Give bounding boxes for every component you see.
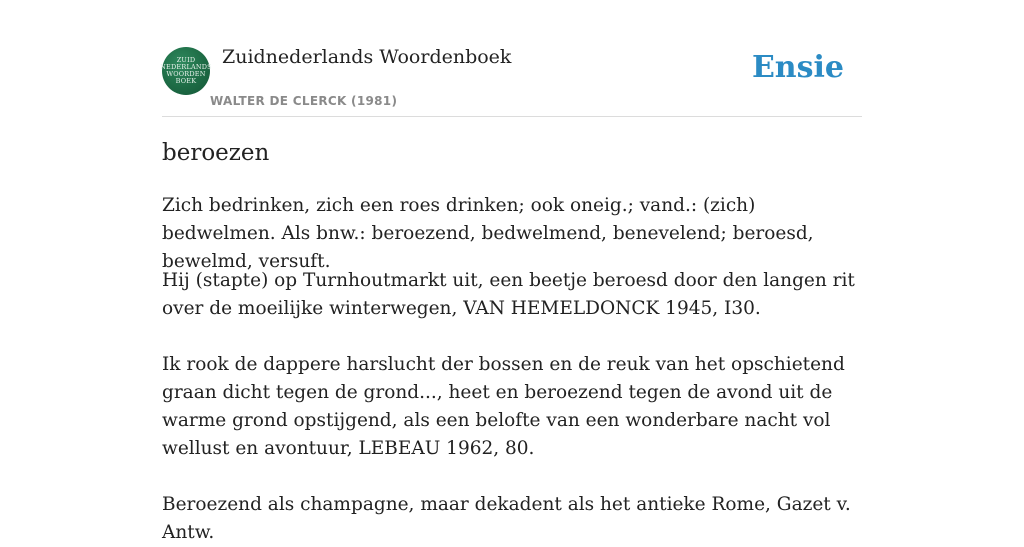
headword: beroezen: [162, 140, 270, 166]
logo-line: WOORDEN: [166, 70, 206, 78]
author-byline: WALTER DE CLERCK (1981): [210, 94, 398, 108]
book-title[interactable]: Zuidnederlands Woordenboek: [222, 46, 512, 68]
logo-line: NEDERLANDS: [160, 63, 212, 71]
quote-paragraph: Ik rook de dappere harslucht der bossen en de reuk van het opschietend graan dicht tegen de grond..., heet en beroezend tegen de avond uit de warme grond opstijgend, als een belofte van een wonderbare nacht vol wellust en avontuur, LEBEAU 1962, 80.: [162, 354, 845, 459]
logo-line: BOEK: [175, 77, 197, 85]
book-logo[interactable]: [162, 47, 210, 95]
definition-text: Zich bedrinken, zich een roes drinken; ook oneig.; vand.: (zich) bedwelmen. Als bnw.: beroezend, bedwelmend, benevelend; beroesd, bewelmd, versuft.: [162, 195, 814, 272]
page-container: [160, 0, 862, 543]
quote-paragraph: Hij (stapte) op Turnhoutmarkt uit, een beetje beroesd door den langen rit over de moeilijke winterwegen, VAN HEMELDONCK 1945, I30.: [162, 270, 855, 319]
logo-line: ZUID: [176, 56, 196, 64]
ensie-brand-link[interactable]: Ensie: [751, 50, 844, 85]
header: [162, 0, 862, 117]
quote-paragraph: Beroezend als champagne, maar dekadent als het antieke Rome, Gazet v. Antw.: [162, 494, 851, 543]
